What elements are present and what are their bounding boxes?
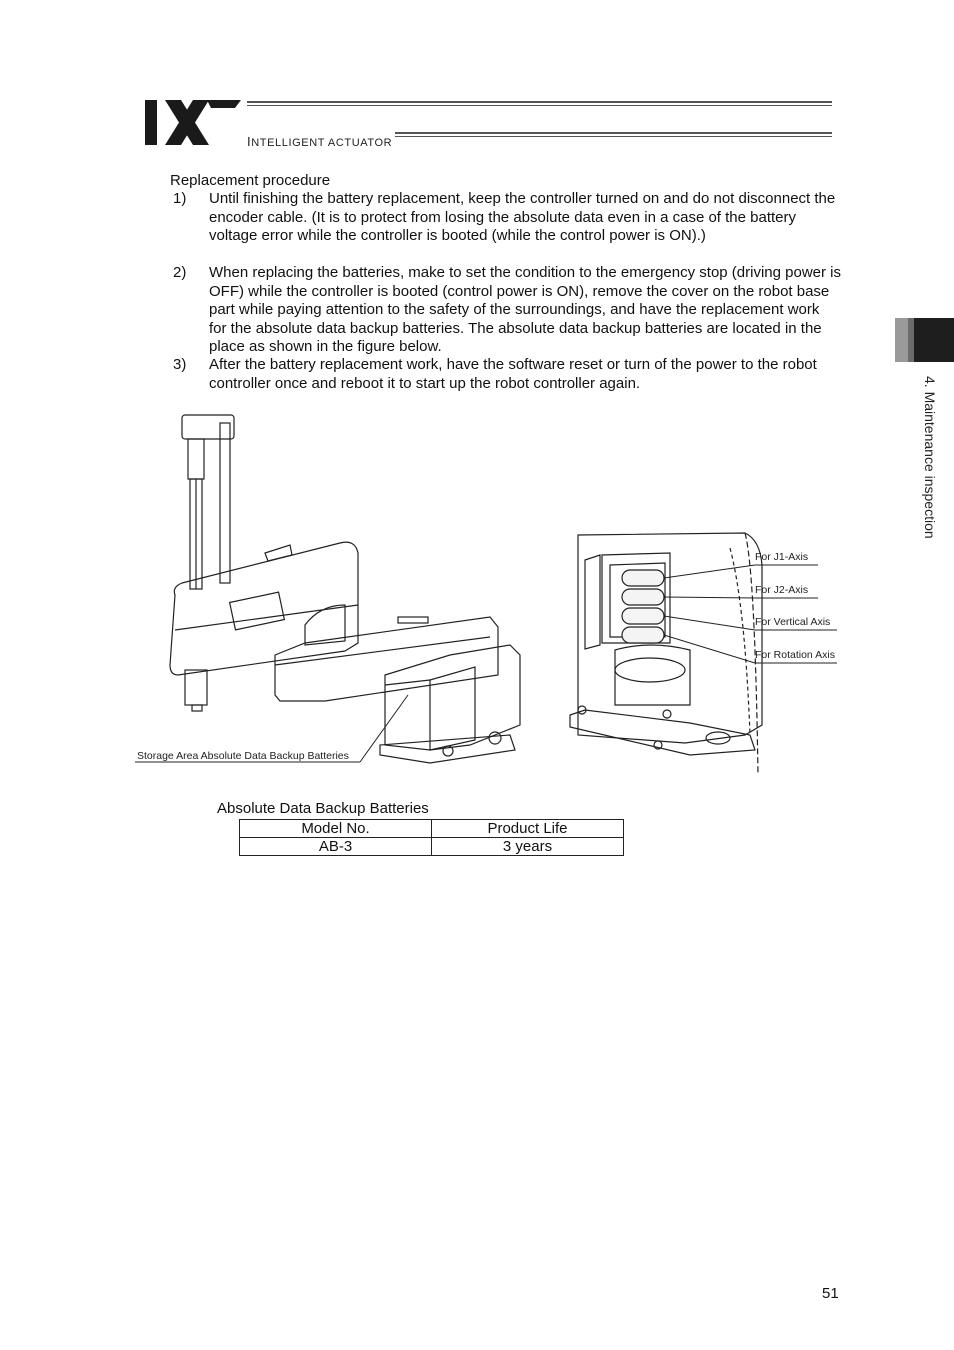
battery-cells xyxy=(622,570,664,643)
scara-robot-drawing xyxy=(170,415,520,763)
step-text: After the battery replacement work, have the software reset or turn of the power to the robot controller once and reboot it to start up the robot controller again. xyxy=(209,356,817,392)
table-caption: Absolute Data Backup Batteries xyxy=(217,800,429,817)
procedure-heading: Replacement procedure xyxy=(170,172,331,189)
header-rule-top-2 xyxy=(247,105,832,106)
chapter-tab xyxy=(895,318,954,362)
axis-label-j2: For J2-Axis xyxy=(755,584,809,596)
brand-name: INTELLIGENT ACTUATOR xyxy=(247,134,393,149)
table-row xyxy=(240,838,624,856)
battery-table xyxy=(239,819,624,856)
header-rule-top xyxy=(247,101,832,103)
table-header-row xyxy=(240,820,624,838)
step-number: 3) xyxy=(173,356,187,373)
header-rule-bottom xyxy=(395,132,832,134)
step-text: When replacing the batteries, make to set the condition to the emergency stop (driving power is OFF) while the controller is booted (control power is ON), remove the cover on the robot base part while paying attention to the safety of the surroundings, and have the replacement work for the absolute data backup batteries. The absolute data backup batteries are located in the place as shown in the figure below. xyxy=(209,264,841,355)
page-number: 51 xyxy=(822,1285,839,1302)
table-header-cell: Product Life xyxy=(432,820,624,838)
axis-label-j1: For J1-Axis xyxy=(755,551,809,563)
base-detail-drawing xyxy=(570,533,762,775)
axis-label-rotation: For Rotation Axis xyxy=(755,649,835,661)
table-cell: AB-3 xyxy=(240,838,432,856)
header-rule-bottom-2 xyxy=(395,136,832,137)
table-cell: 3 years xyxy=(432,838,624,856)
table-header-cell: Model No. xyxy=(240,820,432,838)
chapter-label: 4. Maintenance inspection xyxy=(922,376,938,539)
step-number: 1) xyxy=(173,190,187,207)
step-number: 2) xyxy=(173,264,187,281)
ix-logo xyxy=(145,98,245,148)
robot-figure xyxy=(130,405,845,775)
step-text: Until finishing the battery replacement, keep the controller turned on and do not disconnect the encoder cable. (It is to protect from losing the absolute data even in a case of the battery voltage error while the controller is booted (while the control power is ON).) xyxy=(209,190,836,244)
axis-label-vertical: For Vertical Axis xyxy=(755,616,831,628)
storage-area-label: Storage Area Absolute Data Backup Batteries xyxy=(137,750,349,762)
